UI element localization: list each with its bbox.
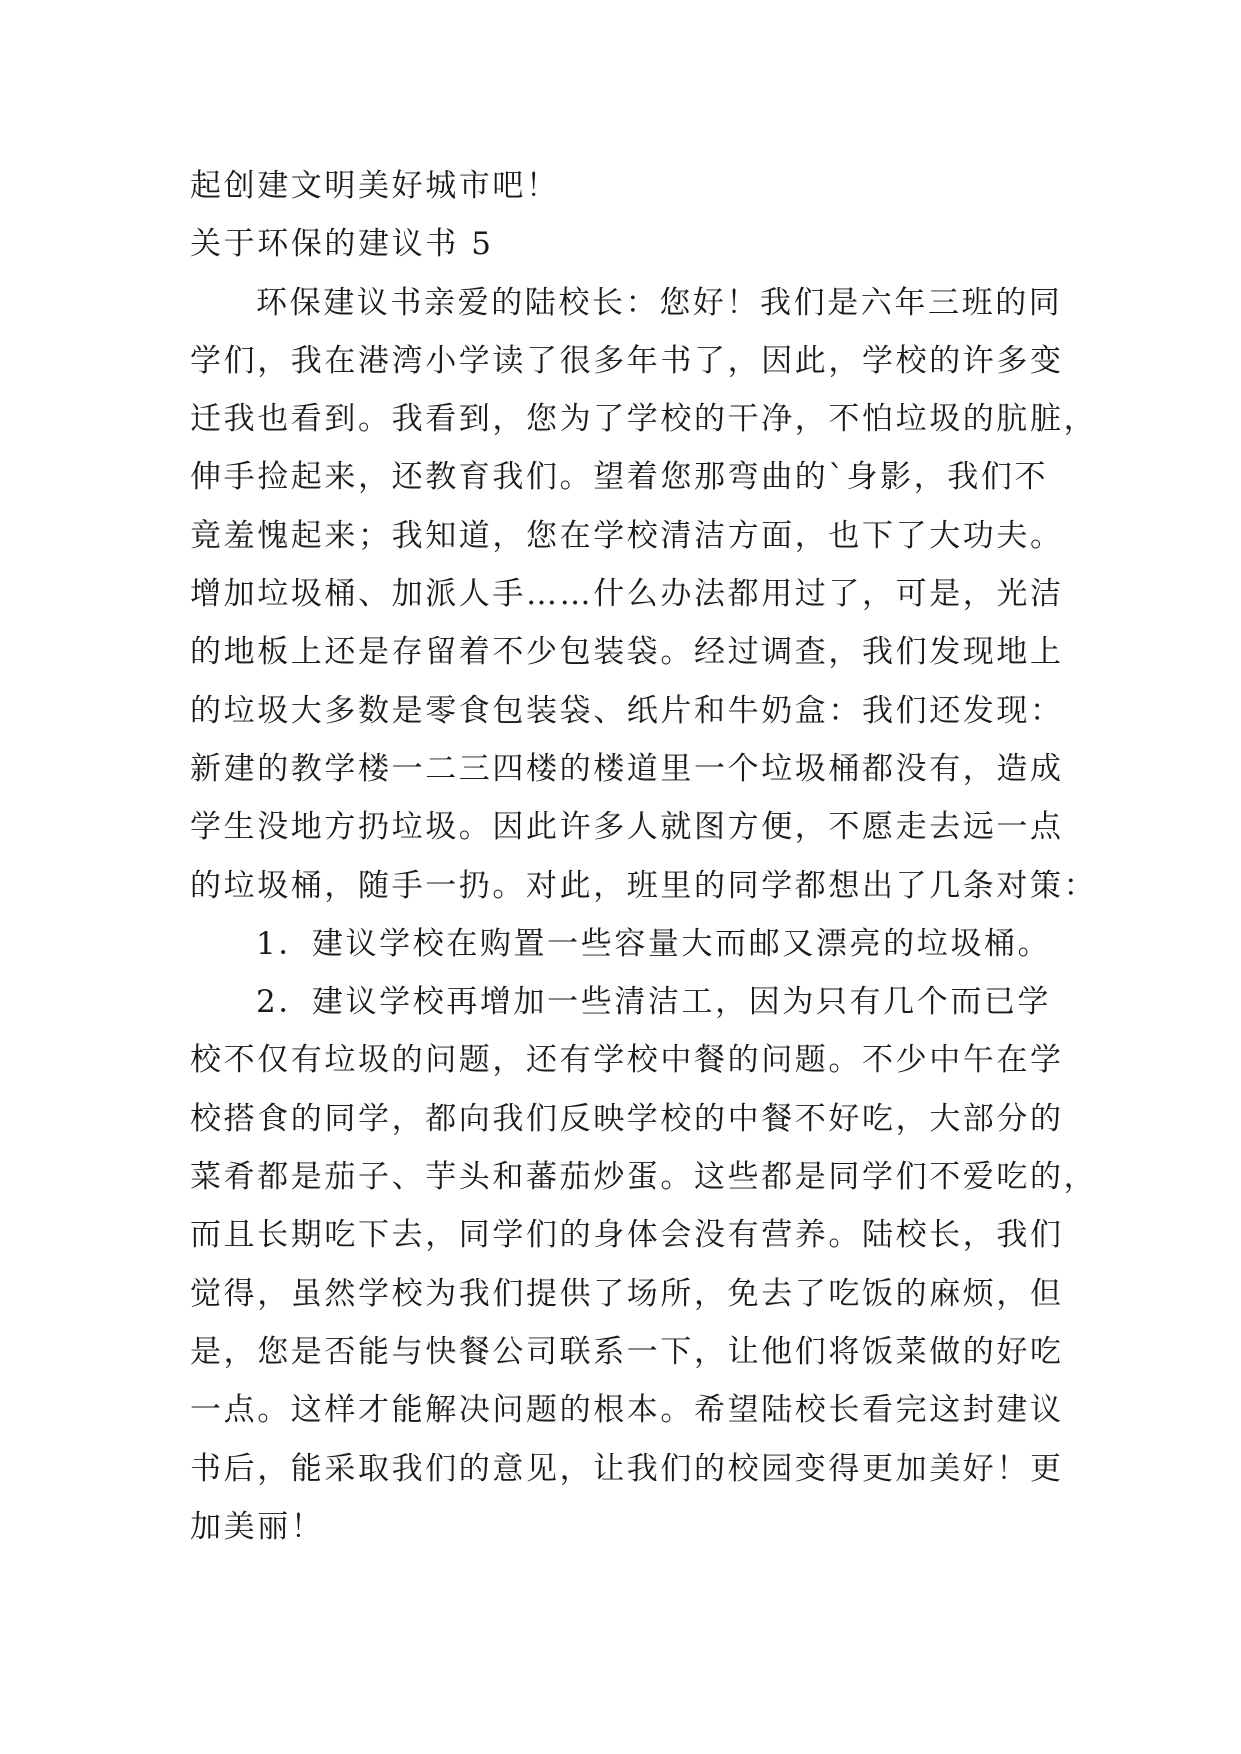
paragraph-line: 觉得，虽然学校为我们提供了场所，免去了吃饭的麻烦，但 (190, 1275, 1064, 1312)
paragraph-line: 加美丽！ (190, 1508, 325, 1545)
paragraph-line: 校搭食的同学，都向我们反映学校的中餐不好吃，大部分的 (190, 1100, 1064, 1137)
paragraph-line: 2．建议学校再增加一些清洁工，因为只有几个而已学 (256, 984, 1052, 1021)
paragraph-line: 书后，能采取我们的意见，让我们的校园变得更加美好！更 (190, 1450, 1064, 1487)
paragraph-line: 新建的教学楼一二三四楼的楼道里一个垃圾桶都没有，造成 (190, 750, 1064, 787)
list-item-1: 1．建议学校在购置一些容量大而邮又漂亮的垃圾桶。 (256, 925, 1052, 962)
paragraph-line: 增加垃圾桶、加派人手……什么办法都用过了，可是，光洁 (190, 576, 1064, 613)
document-body (190, 157, 1098, 1556)
paragraph-line: 的垃圾大多数是零食包装袋、纸片和牛奶盒：我们还发现： (190, 692, 1064, 729)
paragraph-line: 的地板上还是存留着不少包装袋。经过调查，我们发现地上 (190, 634, 1064, 671)
closing-line: 起创建文明美好城市吧！ (190, 168, 560, 204)
paragraph-line: 菜肴都是茄子、芋头和蕃茄炒蛋。这些都是同学们不爱吃的， (190, 1159, 1098, 1196)
section-title: 关于环保的建议书 5 (190, 226, 494, 263)
paragraph-line: 学们，我在港湾小学读了很多年书了，因此，学校的许多变 (190, 342, 1064, 379)
paragraph-line: 伸手捡起来，还教育我们。望着您那弯曲的`身影，我们不 (190, 459, 1049, 496)
paragraph-line: 而且长期吃下去，同学们的身体会没有营养。陆校长，我们 (190, 1217, 1064, 1254)
paragraph-line: 校不仅有垃圾的问题，还有学校中餐的问题。不少中午在学 (190, 1042, 1064, 1079)
paragraph-line: 是，您是否能与快餐公司联系一下，让他们将饭菜做的好吃 (190, 1333, 1064, 1370)
paragraph-line: 一点。这样才能解决问题的根本。希望陆校长看完这封建议 (190, 1392, 1064, 1429)
paragraph-line: 迁我也看到。我看到，您为了学校的干净，不怕垃圾的肮脏， (190, 401, 1098, 438)
paragraph-line: 的垃圾桶，随手一扔。对此，班里的同学都想出了几条对策： (190, 867, 1098, 904)
paragraph-line: 竟羞愧起来；我知道，您在学校清洁方面，也下了大功夫。 (190, 517, 1064, 554)
paragraph-line: 学生没地方扔垃圾。因此许多人就图方便，不愿走去远一点 (190, 809, 1064, 846)
paragraph-line: 环保建议书亲爱的陆校长：您好！我们是六年三班的同 (256, 284, 1063, 321)
